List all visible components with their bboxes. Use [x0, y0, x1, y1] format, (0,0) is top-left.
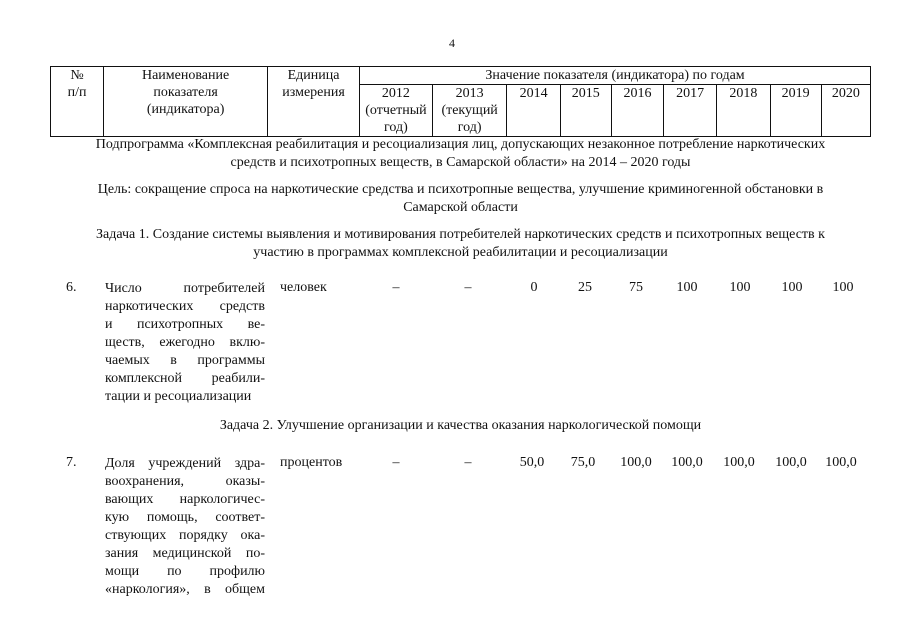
year-header-2014: 2014: [507, 85, 560, 137]
page-number: 4: [449, 36, 455, 50]
value-2020: 100,0: [825, 455, 857, 470]
col-values-header: Значение показателя (индикатора) по годам: [360, 67, 871, 85]
subprogram-title: Подпрограмма «Комплексная реабилитация и ресоциализация лиц, допускающих незаконное потребление наркотических средств и психотропных веществ, в Самарской области» на 2014 – 2020 годы: [95, 137, 826, 170]
value-2017: 100,0: [671, 455, 703, 470]
year-header-2019: 2019: [770, 85, 821, 137]
task-2-heading: Задача 2. Улучшение организации и качества оказания наркологической помощи: [219, 418, 702, 433]
row-number: 7.: [66, 455, 77, 470]
value-2015: 25: [578, 280, 592, 295]
value-2013: –: [464, 455, 472, 470]
col-unit-header: Единица измерения: [267, 67, 359, 137]
indicator-unit: человек: [280, 280, 327, 295]
value-2017: 100: [676, 280, 698, 295]
value-2012: –: [392, 280, 400, 295]
task-1-heading: Задача 1. Создание системы выявления и мотивирования потребителей наркотических средств и психотропных веществ к участию в программах комплексной реабилитации и ресоциализации: [96, 227, 825, 260]
value-2019: 100: [781, 280, 803, 295]
year-header-2017: 2017: [664, 85, 717, 137]
value-2019: 100,0: [775, 455, 807, 470]
col-name-header: Наименование показателя (индикатора): [104, 67, 268, 137]
indicator-name: Доля учреждений здра- воохранения, оказы- вающих наркологичес- кую помощь, соответ- ствующих порядку ока- зания медицинской по- мощи по профилю «наркология», в общем: [105, 456, 265, 597]
year-header-2018: 2018: [717, 85, 770, 137]
value-2016: 100,0: [620, 455, 652, 470]
value-2013: –: [464, 280, 472, 295]
year-header-2016: 2016: [611, 85, 663, 137]
year-header-2013: 2013 (текущий год): [432, 85, 507, 137]
value-2018: 100: [729, 280, 751, 295]
indicator-table-header: [50, 66, 871, 137]
indicator-unit: процентов: [280, 455, 343, 470]
year-header-2020: 2020: [821, 85, 870, 137]
value-2016: 75: [629, 280, 643, 295]
indicator-name: Число потребителей наркотических средств и психотропных ве- ществ, ежегодно вклю- чаемых в программы комплексной реабили- тации и ресоциализации: [105, 281, 265, 404]
value-2018: 100,0: [723, 455, 755, 470]
value-2012: –: [392, 455, 400, 470]
row-number: 6.: [66, 280, 77, 295]
value-2014: 50,0: [519, 455, 545, 470]
year-header-2012: 2012 (отчетный год): [360, 85, 433, 137]
year-header-2015: 2015: [560, 85, 611, 137]
goal-text: Цель: сокращение спроса на наркотические средства и психотропные вещества, улучшение криминогенной обстановки в Самарской области: [97, 182, 824, 215]
value-2020: 100: [832, 280, 854, 295]
value-2015: 75,0: [570, 455, 596, 470]
value-2014: 0: [530, 280, 538, 295]
col-number-header: № п/п: [51, 67, 104, 137]
